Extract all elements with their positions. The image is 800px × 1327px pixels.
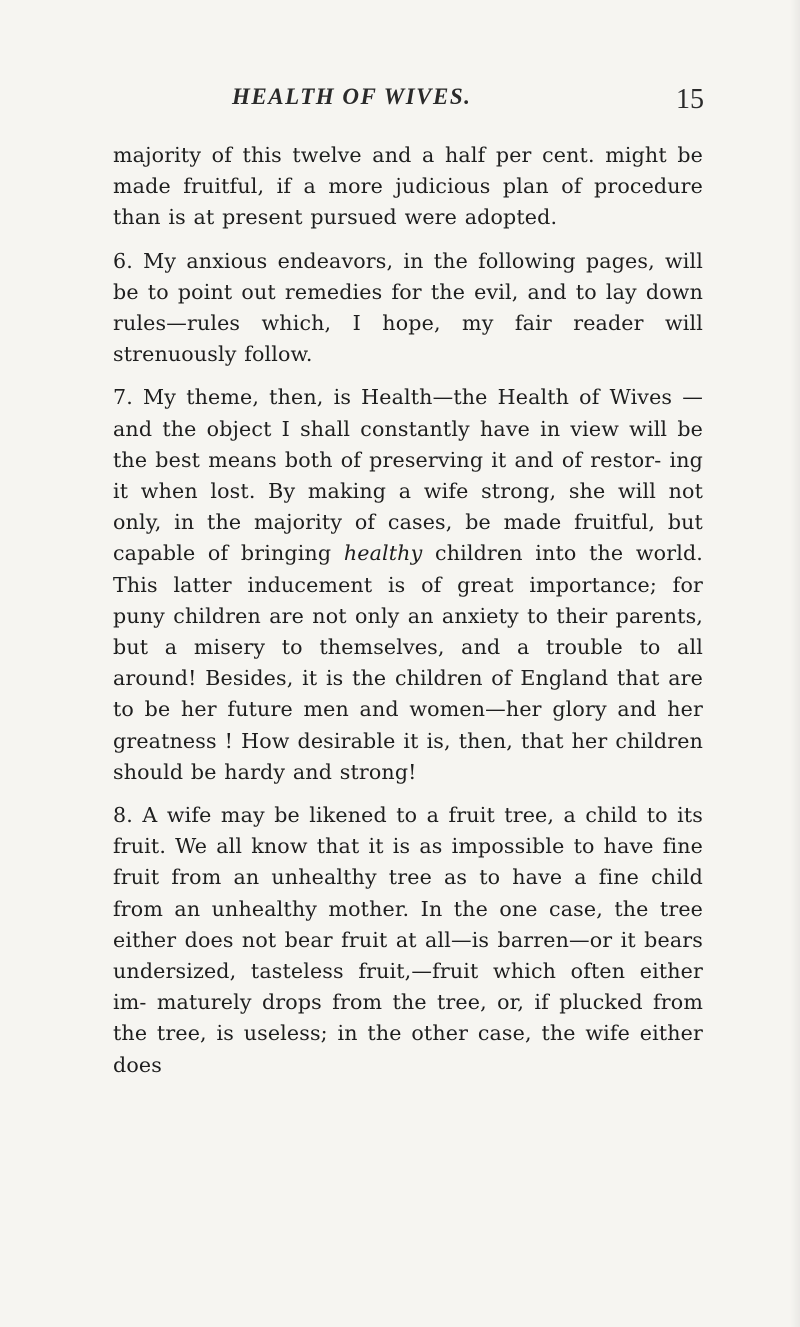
emphasis-healthy: healthy	[343, 541, 423, 566]
paragraph-7-text-after: children into the world. This latter inducement is of great importance; for puny children are not only an anxiety to their parents, but a misery to themselves, and a trouble to all around! Besides, it is the children of England that are to be her future men and women—her glory and her greatness ! How desirable it is, then, that her children should be hardy and strong!	[113, 541, 703, 784]
running-head: HEALTH OF WIVES.	[232, 84, 472, 109]
paragraph-8: 8. A wife may be likened to a fruit tree, a child to its fruit. We all know that it is as impossible to have fine fruit from an unhealthy tree as to have a fine child from an unhealthy mother. In the one case, the tree either does not bear fruit at all—is barren—or it bears undersized, tasteless fruit,—fruit which often either im- maturely drops from the tree, or, if plucked from the tree, is useless; in the other case, the wife either does	[113, 803, 703, 1077]
paragraph-7-text-before: 7. My theme, then, is Health—the Health of Wives —and the object I shall constantly have in view will be the best means both of preserving it and of restor- ing it when lost. By making a wife strong, she will not only, in the majority of cases, be made fruitful, but capable of bringing	[113, 385, 703, 566]
body-text	[113, 140, 703, 1081]
paragraph-6: 6. My anxious endeavors, in the following pages, will be to point out remedies for the evil, and to lay down rules—rules which, I hope, my fair reader will strenuously follow.	[113, 248, 703, 367]
page-number: 15	[676, 84, 704, 115]
page-edge-shadow	[790, 0, 800, 1327]
paragraph-7	[113, 382, 703, 788]
page-header	[0, 84, 800, 124]
paragraph-continuation: majority of this twelve and a half per cent. might be made fruitful, if a more judicious plan of procedure than is at present pursued were adopted.	[113, 143, 703, 230]
